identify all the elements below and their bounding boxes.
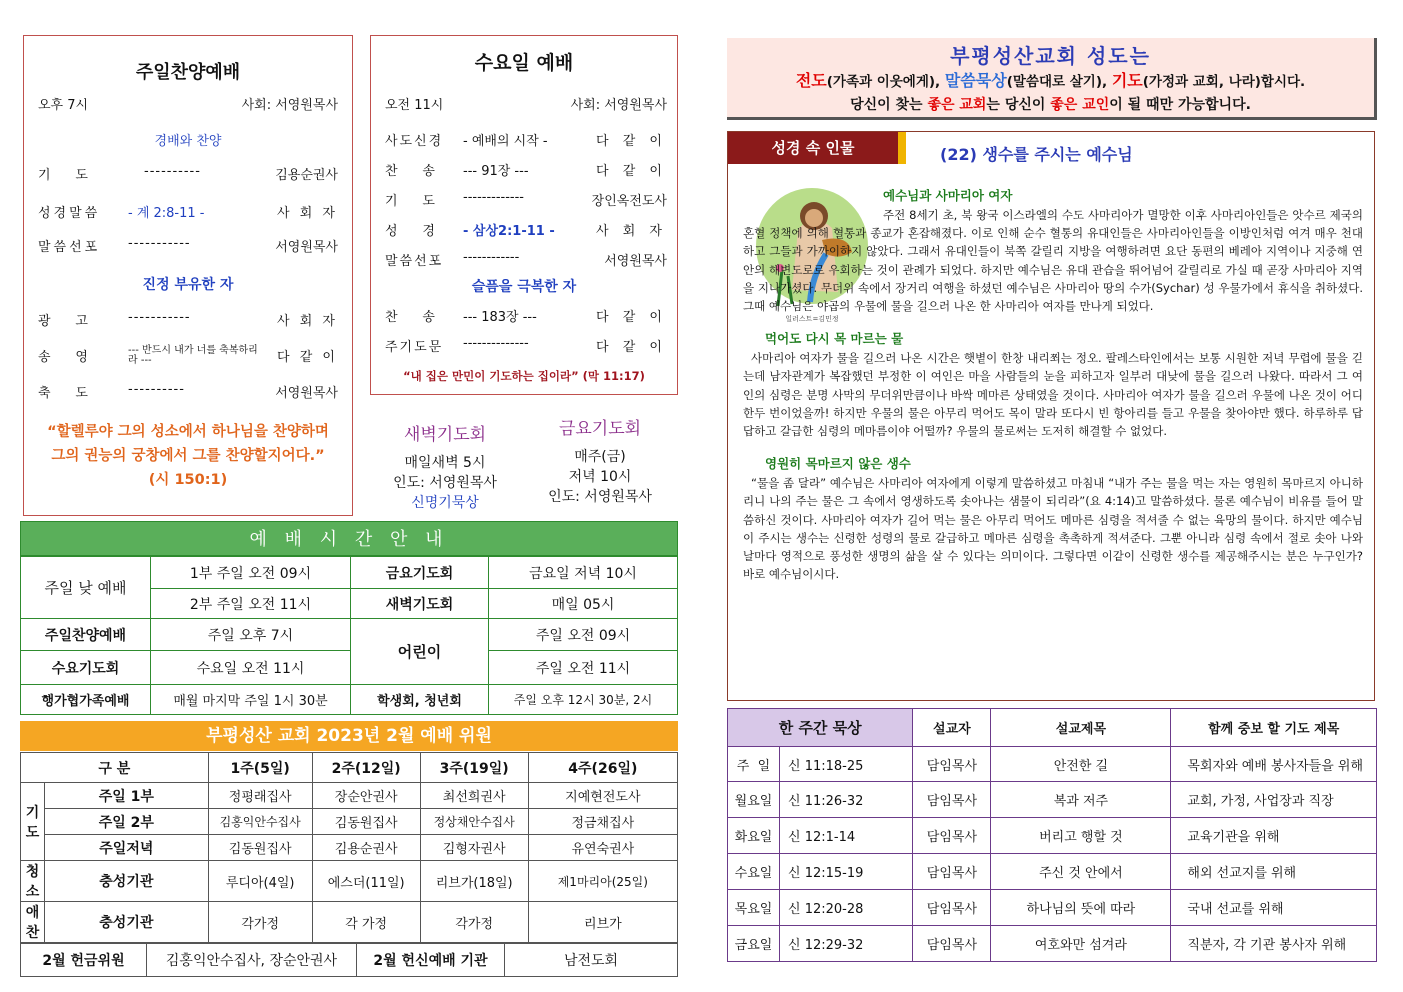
friday-prayer-leader: 인도: 서영원목사 xyxy=(548,489,652,505)
article-body xyxy=(743,182,1363,583)
committee-header: 3주(19일) xyxy=(420,753,528,783)
order-label: 사도신경 xyxy=(385,134,444,149)
committee-title: 부평성산 교회 2023년 2월 예배 위원 xyxy=(20,721,678,751)
committee-group: 청소 xyxy=(21,861,45,902)
weekly-ref: 신 12:20-28 xyxy=(780,890,913,926)
weekly-ref: 신 11:18-25 xyxy=(780,747,913,782)
weekly-ref: 신 12:15-19 xyxy=(780,854,913,890)
order-label: 말씀선포 xyxy=(385,254,444,269)
committee-cell: 각 가정 xyxy=(312,902,420,943)
weekly-row xyxy=(728,747,1377,782)
order-label: 성 경 xyxy=(385,224,435,239)
dawn-prayer-block xyxy=(370,420,520,513)
saints-evangelism: 전도 xyxy=(795,71,827,90)
committee-cell: 김동원집사 xyxy=(208,835,312,861)
schedule-cell: 매월 마지막 주일 1시 30분 xyxy=(151,685,351,715)
committee-header: 구 분 xyxy=(21,753,209,783)
saints-banner xyxy=(727,38,1377,120)
committee-section xyxy=(20,721,678,977)
order-label: 말씀선포 xyxy=(38,240,101,255)
weekly-preacher: 담임목사 xyxy=(913,890,991,926)
order-right: 사 회 자 xyxy=(277,206,338,221)
order-right: 다 같 이 xyxy=(596,164,667,179)
order-middle: ---------- xyxy=(144,164,201,179)
image-caption: 일러스트=김민정 xyxy=(785,315,839,323)
weekly-prayer: 직분자, 각 기관 봉사자 위해 xyxy=(1171,926,1377,962)
weekly-preacher: 담임목사 xyxy=(913,854,991,890)
schedule-cell: 학생회, 청년회 xyxy=(351,685,489,715)
order-label: 기 도 xyxy=(38,168,88,183)
order-label: 광 고 xyxy=(38,314,88,329)
order-right: 장인옥전도사 xyxy=(591,194,667,209)
weekly-sermon: 하나님의 뜻에 따라 xyxy=(991,890,1171,926)
schedule-cell: 2부 주일 오전 11시 xyxy=(151,589,351,619)
order-middle: ----------- xyxy=(128,310,191,325)
committee-cell: 각가정 xyxy=(208,902,312,943)
schedule-table xyxy=(20,556,678,715)
weekly-sermon: 복과 저주 xyxy=(991,782,1171,818)
weekly-prayer: 국내 선교를 위해 xyxy=(1171,890,1377,926)
committee-row-label: 주일 2부 xyxy=(45,809,209,835)
saints-line2 xyxy=(727,94,1374,114)
schedule-cell: 어린이 xyxy=(351,619,489,685)
order-right: 서영원목사 xyxy=(604,254,667,269)
schedule-cell: 1부 주일 오전 09시 xyxy=(151,557,351,589)
weekly-ref: 신 12:29-32 xyxy=(780,926,913,962)
committee-cell: 루디아(4일) xyxy=(208,861,312,902)
schedule-cell: 금요일 저녁 10시 xyxy=(489,557,678,589)
article-heading: 예수님과 사마리아 여자 xyxy=(883,188,1013,203)
order-middle: ------------- xyxy=(463,190,524,205)
weekly-prayer: 해외 선교지를 위해 xyxy=(1171,854,1377,890)
schedule-cell: 주일 오전 09시 xyxy=(489,619,678,651)
weekly-sermon: 버리고 행할 것 xyxy=(991,818,1171,854)
wednesday-host: 사회: 서영원목사 xyxy=(570,98,667,113)
offering-value: 김홍익안수집사, 장순안권사 xyxy=(147,944,357,977)
offering-label: 2월 헌금위원 xyxy=(21,944,147,977)
schedule-cell: 행가협가족예배 xyxy=(21,685,151,715)
committee-cell: 정평래집사 xyxy=(208,783,312,809)
weekly-day: 금요일 xyxy=(728,926,780,962)
dawn-prayer-title: 새벽기도회 xyxy=(403,425,487,445)
saints-good-member: 좋은 교인 xyxy=(1050,97,1110,113)
schedule-cell: 주일 오후 7시 xyxy=(151,619,351,651)
committee-table xyxy=(20,752,678,943)
sunday-praise-section1: 경배와 찬양 xyxy=(154,134,222,149)
saints-text: 이 될 때만 가능합니다. xyxy=(1109,97,1251,113)
committee-cell: 김홍익안수집사 xyxy=(208,809,312,835)
order-label: 찬 송 xyxy=(385,164,435,179)
weekly-preacher: 담임목사 xyxy=(913,926,991,962)
committee-cell: 김동원집사 xyxy=(312,809,420,835)
order-label: 송 영 xyxy=(38,350,88,365)
friday-prayer-block xyxy=(525,414,675,507)
committee-cell: 지예현전도사 xyxy=(528,783,677,809)
weekly-day: 화요일 xyxy=(728,818,780,854)
weekly-row xyxy=(728,890,1377,926)
sunday-praise-section2: 진정 부유한 자 xyxy=(142,277,234,293)
weekly-day: 수요일 xyxy=(728,854,780,890)
weekly-preacher: 담임목사 xyxy=(913,747,991,782)
saints-text: 는 당신이 xyxy=(986,97,1051,113)
committee-cell: 김용순권사 xyxy=(312,835,420,861)
schedule-section xyxy=(20,521,678,715)
committee-cell: 각가정 xyxy=(420,902,528,943)
order-middle: ----------- xyxy=(128,236,191,251)
committee-header: 4주(26일) xyxy=(528,753,677,783)
saints-prayer: 기도 xyxy=(1111,71,1143,90)
committee-row-label: 충성기관 xyxy=(45,861,209,902)
schedule-cell: 주일 오전 11시 xyxy=(489,651,678,685)
order-right: 다 같 이 xyxy=(277,350,338,365)
friday-prayer-time: 저녁 10시 xyxy=(568,469,632,485)
committee-header: 2주(12일) xyxy=(312,753,420,783)
saints-text: (가정과 교회, 나라)합시다. xyxy=(1142,74,1306,90)
sunday-praise-box xyxy=(23,35,353,516)
wednesday-section: 슬픔을 극복한 자 xyxy=(471,279,577,295)
weekly-preacher: 담임목사 xyxy=(913,782,991,818)
order-right: 다 같 이 xyxy=(596,340,667,355)
committee-cell: 제1마리아(25일) xyxy=(528,861,677,902)
order-middle: - 계 2:8-11 - xyxy=(128,206,205,221)
committee-cell: 정금채집사 xyxy=(528,809,677,835)
friday-prayer-title: 금요기도회 xyxy=(558,419,642,439)
order-middle: ------------ xyxy=(463,250,520,265)
wednesday-title: 수요일 예배 xyxy=(474,52,574,74)
committee-group: 애찬 xyxy=(21,902,45,943)
article-paragraph: 사마리아 여자가 물을 길으러 나온 시간은 햇볕이 한창 내리쬐는 정오. 팔레스타인에서는 보통 시원한 저녁 무렵에 물을 긷는데 남자관계가 복잡했던 부정한 이 여인은 마을 사람들의 눈을 피하고자 일부러 대낮에 물을 길으러 나왔다. 따라서 그 여인의 심령은 분명 사막의 무더위만큼이나 바싹 메마른 상태였을 것이다. 사마리아 여자가 물을 길으러 우물에 나온 것이 어디 한두 번이었을까! 하지만 우물의 물은 아무리 먹어도 목이 말라 또다시 빈 항아리를 들고 우물을 찾아야만 했다. 하루하루 답답하고 갈급한 심령의 메마름이야 어떨까? 우물의 물로써는 도저히 해결할 수 없었다. xyxy=(743,351,1363,439)
committee-header: 1주(5일) xyxy=(208,753,312,783)
bible-person-title: (22) 생수를 주시는 예수님 xyxy=(940,145,1133,164)
sunday-praise-host: 사회: 서영원목사 xyxy=(241,98,338,113)
schedule-cell: 수요일 오전 11시 xyxy=(151,651,351,685)
weekly-header: 한 주간 묵상 xyxy=(728,709,913,747)
mark-quote: “내 집은 만민이 기도하는 집이라” (막 11:17) xyxy=(403,369,645,383)
saints-good-church: 좋은 교회 xyxy=(927,97,987,113)
schedule-cell: 주일 오후 12시 30분, 2시 xyxy=(489,685,678,715)
committee-cell: 리브가(18일) xyxy=(420,861,528,902)
schedule-cell: 새벽기도회 xyxy=(351,589,489,619)
order-middle: - 예배의 시작 - xyxy=(463,134,548,149)
dawn-prayer-topic: 신명기묵상 xyxy=(411,495,479,511)
weekly-row xyxy=(728,782,1377,818)
order-right: 다 같 이 xyxy=(596,310,667,325)
schedule-cell: 주일 낮 예배 xyxy=(21,557,151,619)
weekly-day: 주 일 xyxy=(728,747,780,782)
weekly-header: 설교제목 xyxy=(991,709,1171,747)
weekly-prayer: 교회, 가정, 사업장과 직장 xyxy=(1171,782,1377,818)
weekly-sermon: 주신 것 안에서 xyxy=(991,854,1171,890)
schedule-cell: 주일찬양예배 xyxy=(21,619,151,651)
dawn-prayer-leader: 인도: 서영원목사 xyxy=(393,475,497,491)
order-right: 사 회 자 xyxy=(596,224,667,239)
dawn-prayer-time: 매일새벽 5시 xyxy=(404,455,486,471)
committee-cell: 김형자권사 xyxy=(420,835,528,861)
committee-cell: 유연숙권사 xyxy=(528,835,677,861)
order-right: 다 같 이 xyxy=(596,134,667,149)
psalm-quote: “할렐루야 그의 성소에서 하나님을 찬양하며 그의 권능의 궁창에서 그를 찬양할지어다.” (시 150:1) xyxy=(47,424,329,488)
weekly-sermon: 안전한 길 xyxy=(991,747,1171,782)
weekly-header: 설교자 xyxy=(913,709,991,747)
weekly-prayer: 목회자와 예배 봉사자들을 위해 xyxy=(1171,747,1377,782)
article-paragraph: 주전 8세기 초, 북 왕국 이스라엘의 수도 사마리아가 멸망한 이후 사마리아인들은 앗수르 제국의 혼혈 정책에 의해 혈통과 종교가 혼잡해졌다. 이로 인해 순수 혈통의 유대인들은 사마리아인들을 이방인처럼 여겨 매우 천대하고 그들과 가까이하지 않았다. 그래서 유대인들이 북쪽 갈릴리 지방을 여행하려면 요단 동편의 베레아 지역이나 지중해 연안의 해변도로로 우회하는 것이 관례가 되었다. 하지만 예수님은 유대 관습을 뛰어넘어 갈릴리로 가실 때 곧장 사마리아 지역을 지나가셨다. 무더위 속에서 장거리 여행을 하셨던 예수님은 사마리아 땅의 수가(Sychar) 성 우물가에서 휴식을 취하셨다. 그때 예수님은 야곱의 우물에 물을 길으러 나온 한 사마리아 여자를 만나게 되었다. xyxy=(743,208,1363,314)
weekly-row xyxy=(728,854,1377,890)
weekly-header: 함께 중보 할 기도 제목 xyxy=(1171,709,1377,747)
weekly-row xyxy=(728,818,1377,854)
order-right: 서영원목사 xyxy=(275,240,338,255)
wednesday-time: 오전 11시 xyxy=(385,98,444,113)
committee-cell: 최선희권사 xyxy=(420,783,528,809)
order-middle: --- 183장 --- xyxy=(463,310,537,325)
weekly-ref: 신 11:26-32 xyxy=(780,782,913,818)
dedication-value: 남전도회 xyxy=(505,944,678,977)
order-label: 성경말씀 xyxy=(38,206,101,221)
order-middle: ---------- xyxy=(128,382,185,397)
saints-title: 부평성산교회 성도는 xyxy=(950,44,1151,68)
order-label: 주기도문 xyxy=(385,340,444,355)
article-paragraph: “물을 좀 달라” 예수님은 사마리아 여자에게 이렇게 말씀하셨고 마침내 “내가 주는 물을 먹는 자는 영원히 목마르지 아니하리니 나의 주는 물은 그 속에서 영생하도록 솟아나는 샘물이 되리라”(요 4:14)고 말씀하셨다. 물론 예수님이 비유를 들어 말씀하신 것이다. 사마리아 여자가 길어 먹는 물은 아무리 먹어도 메마른 심령을 적셔줄 수 없는 육망의 물이다. 하지만 예수님이 주시는 생수는 신령한 성령의 물로 갈급하고 메마른 심령을 촉촉하게 적셔준다. 그뿐 아니라 심령 속에서 절로 솟아 나와 날마다 영적으로 풍성한 생명의 삶을 살 수 있다는 의미이다. 그렇다면 이같이 신령한 생수를 제공해주시는 분은 누구인가? 바로 예수님이시다. xyxy=(743,476,1363,582)
dedication-label: 2월 헌신예배 기관 xyxy=(357,944,505,977)
order-middle: --- 91장 --- xyxy=(463,164,529,179)
saints-text: (가족과 이웃에게), xyxy=(826,74,945,90)
schedule-cell: 금요기도회 xyxy=(351,557,489,589)
committee-row-label: 충성기관 xyxy=(45,902,209,943)
order-middle: -------------- xyxy=(463,336,529,351)
weekly-day: 월요일 xyxy=(728,782,780,818)
committee-cell: 장순안권사 xyxy=(312,783,420,809)
order-right: 김용순권사 xyxy=(275,168,338,183)
saints-line1 xyxy=(727,68,1374,91)
weekly-meditation-table xyxy=(727,708,1377,962)
schedule-cell: 매일 05시 xyxy=(489,589,678,619)
friday-prayer-day: 매주(금) xyxy=(574,449,626,465)
committee-row-label: 주일 1부 xyxy=(45,783,209,809)
saints-text: (말씀대로 살기), xyxy=(1006,74,1112,90)
sunday-praise-title: 주일찬양예배 xyxy=(135,62,241,83)
order-right: 사 회 자 xyxy=(277,314,338,329)
weekly-preacher: 담임목사 xyxy=(913,818,991,854)
weekly-row xyxy=(728,926,1377,962)
committee-row-label: 주일저녁 xyxy=(45,835,209,861)
committee-cell: 에스더(11일) xyxy=(312,861,420,902)
order-middle: - 삼상2:1-11 - xyxy=(463,224,555,239)
weekly-ref: 신 12:1-14 xyxy=(780,818,913,854)
committee-group: 기도 xyxy=(21,783,45,861)
weekly-sermon: 여호와만 섬겨라 xyxy=(991,926,1171,962)
order-label: 찬 송 xyxy=(385,310,435,325)
weekly-day: 목요일 xyxy=(728,890,780,926)
committee-cell: 정상채안수집사 xyxy=(420,809,528,835)
order-label: 기 도 xyxy=(385,194,435,209)
article-heading: 먹어도 다시 목 마르는 물 xyxy=(765,331,904,347)
order-right: 서영원목사 xyxy=(275,386,338,401)
bible-person-tab: 성경 속 인물 xyxy=(728,132,906,164)
sunday-praise-time: 오후 7시 xyxy=(38,98,89,113)
order-label: 축 도 xyxy=(38,386,88,401)
wednesday-box xyxy=(370,35,678,395)
bible-person-box xyxy=(727,131,1375,701)
weekly-prayer: 교육기관을 위해 xyxy=(1171,818,1377,854)
saints-text: 당신이 찾는 xyxy=(850,97,928,113)
committee-cell: 리브가 xyxy=(528,902,677,943)
schedule-cell: 수요기도회 xyxy=(21,651,151,685)
saints-word: 말씀묵상 xyxy=(944,71,1007,90)
order-middle: --- 반드시 내가 너를 축복하리라 --- xyxy=(128,345,258,366)
article-heading: 영원히 목마르지 않은 생수 xyxy=(765,456,911,472)
offering-table xyxy=(20,943,678,977)
schedule-title: 예 배 시 간 안 내 xyxy=(20,521,678,556)
